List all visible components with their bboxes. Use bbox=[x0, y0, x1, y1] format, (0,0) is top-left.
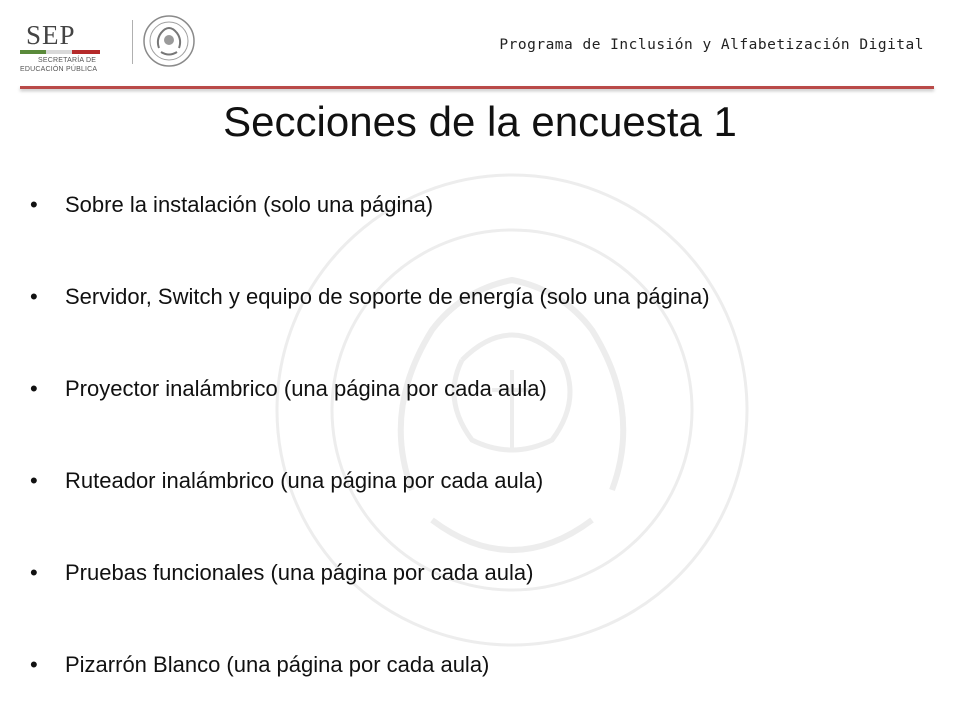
sep-logo bbox=[20, 20, 118, 76]
bullet-item bbox=[30, 374, 930, 466]
header-rule bbox=[20, 86, 934, 89]
bullet-item bbox=[30, 190, 930, 282]
bullet-text: Proyector inalámbrico (una página por cada aula) bbox=[65, 376, 547, 401]
bullet-item bbox=[30, 558, 930, 650]
slide-header bbox=[0, 0, 960, 92]
bullet-text: Servidor, Switch y equipo de soporte de energía (solo una página) bbox=[65, 284, 710, 309]
sep-logo-stripe-green bbox=[20, 50, 46, 54]
bullet-item bbox=[30, 282, 930, 374]
sep-logo-stripe-red bbox=[72, 50, 100, 54]
bullet-dot-icon: • bbox=[30, 652, 38, 677]
bullet-dot-icon: • bbox=[30, 376, 38, 401]
bullet-dot-icon: • bbox=[30, 468, 38, 493]
sep-logo-word: SEP bbox=[26, 20, 76, 50]
sep-logo-line1: SECRETARÍA DE bbox=[38, 57, 97, 64]
bullet-text: Sobre la instalación (solo una página) bbox=[65, 192, 434, 217]
sep-logo-line2: EDUCACIÓN PÚBLICA bbox=[20, 66, 98, 73]
bullet-text: Ruteador inalámbrico (una página por cada aula) bbox=[65, 468, 544, 493]
bullet-dot-icon: • bbox=[30, 560, 38, 585]
slide-title: Secciones de la encuesta 1 bbox=[223, 98, 737, 145]
bullet-item bbox=[30, 466, 930, 558]
sep-logo-stripe-white bbox=[46, 50, 72, 54]
bullet-item bbox=[30, 650, 930, 720]
bullet-dot-icon: • bbox=[30, 192, 38, 217]
mexican-coat-of-arms-seal-icon bbox=[142, 14, 196, 68]
bullet-dot-icon: • bbox=[30, 284, 38, 309]
bullet-text: Pruebas funcionales (una página por cada aula) bbox=[65, 560, 534, 585]
header-divider bbox=[132, 20, 133, 64]
program-name: Programa de Inclusión y Alfabetización Digital bbox=[499, 37, 924, 53]
bullet-list bbox=[30, 190, 930, 720]
bullet-text: Pizarrón Blanco (una página por cada aula) bbox=[65, 652, 490, 677]
